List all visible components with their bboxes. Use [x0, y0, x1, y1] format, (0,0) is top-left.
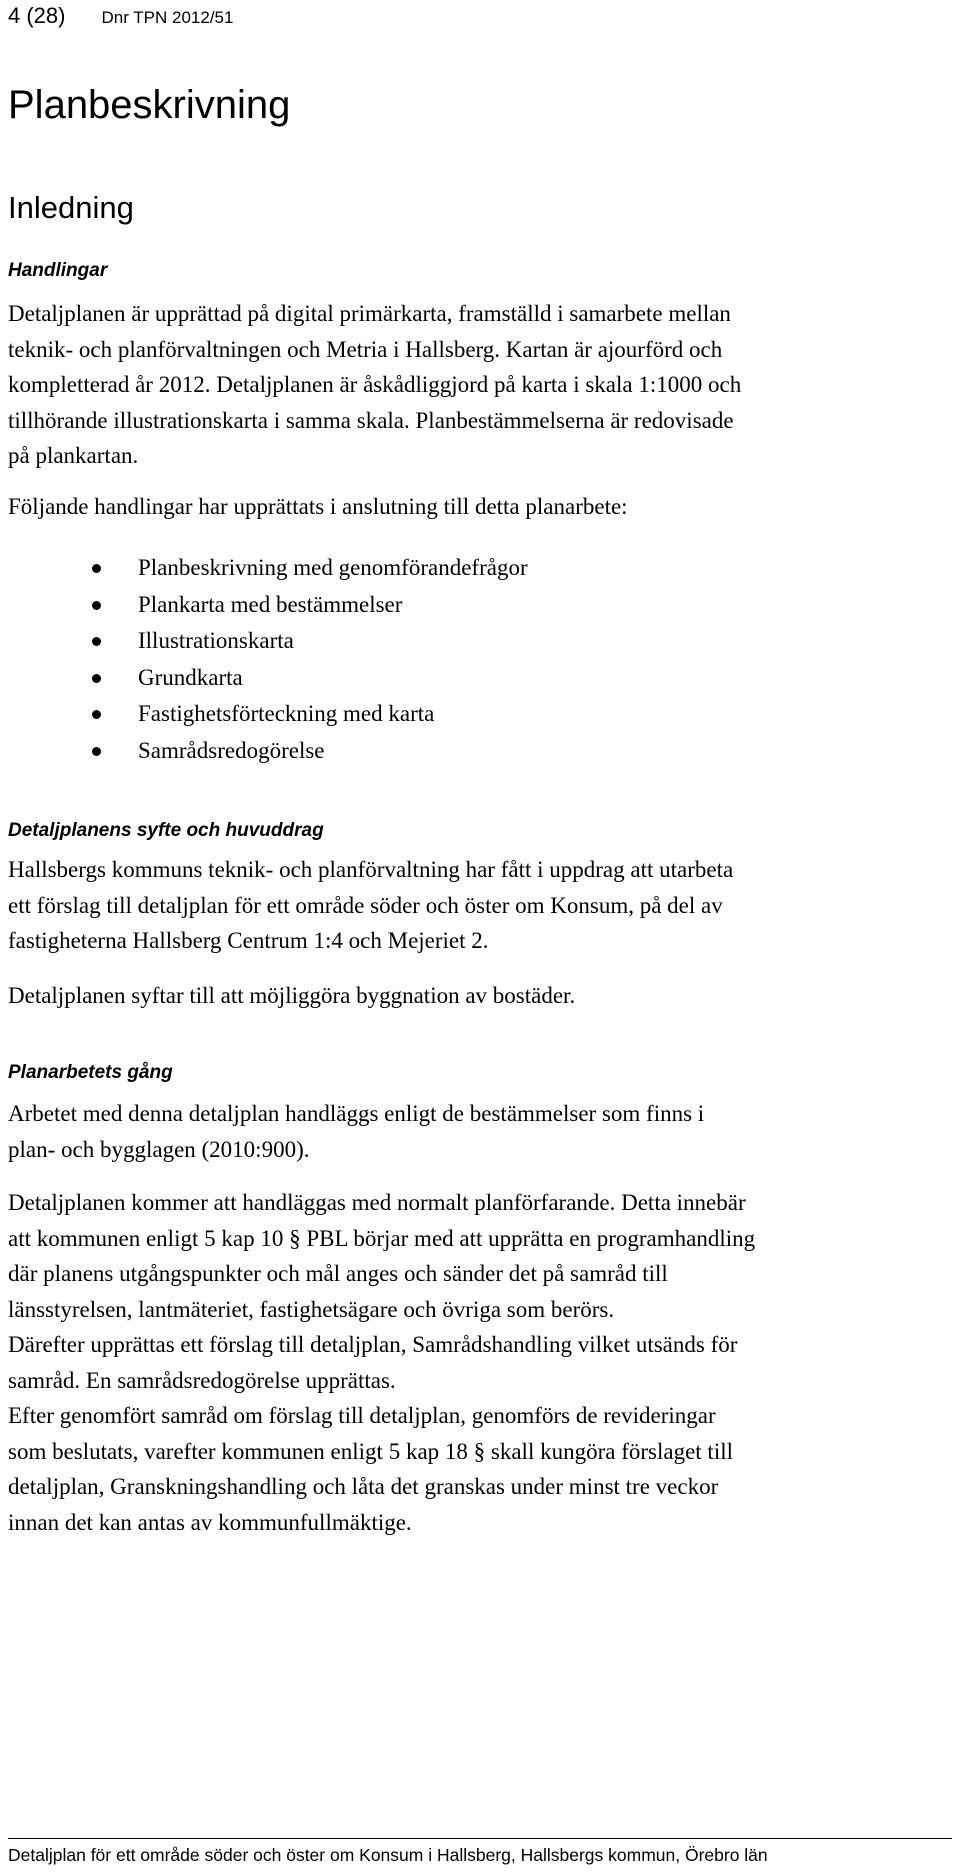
paragraph-gang-intro: [8, 1096, 948, 1167]
text-line: Följande handlingar har upprättats i anslutning till detta planarbete:: [8, 494, 628, 519]
paragraph-syfte-aim: [8, 978, 948, 1014]
list-item: [92, 623, 528, 660]
text-line: Hallsbergs kommuns teknik- och planförvaltning har fått i uppdrag att utarbeta: [8, 857, 734, 882]
text-line: Detaljplanen kommer att handläggas med normalt planförfarande. Detta innebär: [8, 1190, 746, 1215]
text-line: kompletterad år 2012. Detaljplanen är åskådliggjord på karta i skala 1:1000 och: [8, 372, 742, 397]
text-line: länsstyrelsen, lantmäteriet, fastighetsägare och övriga som berörs.: [8, 1296, 615, 1322]
bullet-icon: [92, 637, 101, 646]
list-item-label: Plankarta med bestämmelser: [138, 591, 403, 617]
text-line: detaljplan, Granskningshandling och låta det granskas under minst tre veckor: [8, 1474, 719, 1499]
footer-divider: [8, 1838, 952, 1839]
document-reference: Dnr TPN 2012/51: [101, 8, 234, 27]
bullet-icon: [92, 674, 101, 683]
list-item-label: Planbeskrivning med genomförandefrågor: [138, 555, 528, 580]
text-line: som beslutats, varefter kommunen enligt 5 kap 18 § skall kungöra förslaget till: [8, 1438, 733, 1464]
text-line: att kommunen enligt 5 kap 10 § PBL börjar med att upprätta en programhandling: [8, 1225, 756, 1251]
text-line: samråd. En samrådsredogörelse upprättas.: [8, 1367, 396, 1393]
text-line: där planens utgångspunkter och mål anges och sänder det på samråd till: [8, 1261, 668, 1286]
text-line: teknik- och planförvaltningen och Metria i Hallsberg. Kartan är ajourförd och: [8, 336, 723, 362]
subheading-handlingar: Handlingar: [8, 260, 108, 281]
text-line: på plankartan.: [8, 443, 139, 468]
list-item-label: Illustrationskarta: [138, 628, 294, 653]
list-item-label: Samrådsredogörelse: [138, 737, 325, 763]
page-title: Planbeskrivning: [8, 83, 291, 127]
section-heading-inledning: Inledning: [8, 190, 134, 225]
list-item: [92, 550, 528, 587]
text-line: fastigheterna Hallsberg Centrum 1:4 och Mejeriet 2.: [8, 928, 489, 953]
text-line: Efter genomfört samråd om förslag till detaljplan, genomförs de revideringar: [8, 1403, 716, 1428]
text-line: tillhörande illustrationskarta i samma skala. Planbestämmelserna är redovisade: [8, 407, 734, 433]
text-line: plan- och bygglagen (2010:900).: [8, 1136, 310, 1162]
documents-list: [92, 550, 528, 769]
bullet-icon: [92, 710, 101, 719]
list-item-label: Fastighetsförteckning med karta: [138, 701, 435, 726]
page-number: 4 (28): [8, 3, 66, 28]
bullet-icon: [92, 747, 101, 756]
text-line: Detaljplanen är upprättad på digital primärkarta, framställd i samarbete mellan: [8, 301, 731, 326]
list-item-label: Grundkarta: [138, 664, 243, 690]
text-line: Arbetet med denna detaljplan handläggs enligt de bestämmelser som finns i: [8, 1101, 705, 1126]
paragraph-handlingar-intro: [8, 296, 948, 474]
text-line: innan det kan antas av kommunfullmäktige.: [8, 1509, 412, 1535]
page-footer: Detaljplan för ett område söder och öster om Konsum i Hallsberg, Hallsbergs kommun, Örebro län: [8, 1845, 768, 1865]
text-line: Detaljplanen syftar till att möjliggöra byggnation av bostäder.: [8, 983, 576, 1008]
list-item: [92, 733, 528, 770]
text-line: Därefter upprättas ett förslag till detaljplan, Samrådshandling vilket utsänds för: [8, 1332, 738, 1357]
subheading-syfte: Detaljplanens syfte och huvuddrag: [8, 820, 324, 841]
paragraph-gang-process: [8, 1185, 948, 1540]
subheading-planarbetets-gang: Planarbetets gång: [8, 1062, 173, 1083]
list-item: [92, 660, 528, 697]
paragraph-syfte: [8, 852, 948, 959]
page-header: [8, 0, 233, 32]
bullet-icon: [92, 601, 101, 610]
text-line: ett förslag till detaljplan för ett område söder och öster om Konsum, på del av: [8, 892, 723, 918]
list-item: [92, 696, 528, 733]
list-item: [92, 587, 528, 624]
paragraph-handlingar-list-intro: [8, 489, 948, 525]
bullet-icon: [92, 564, 101, 573]
